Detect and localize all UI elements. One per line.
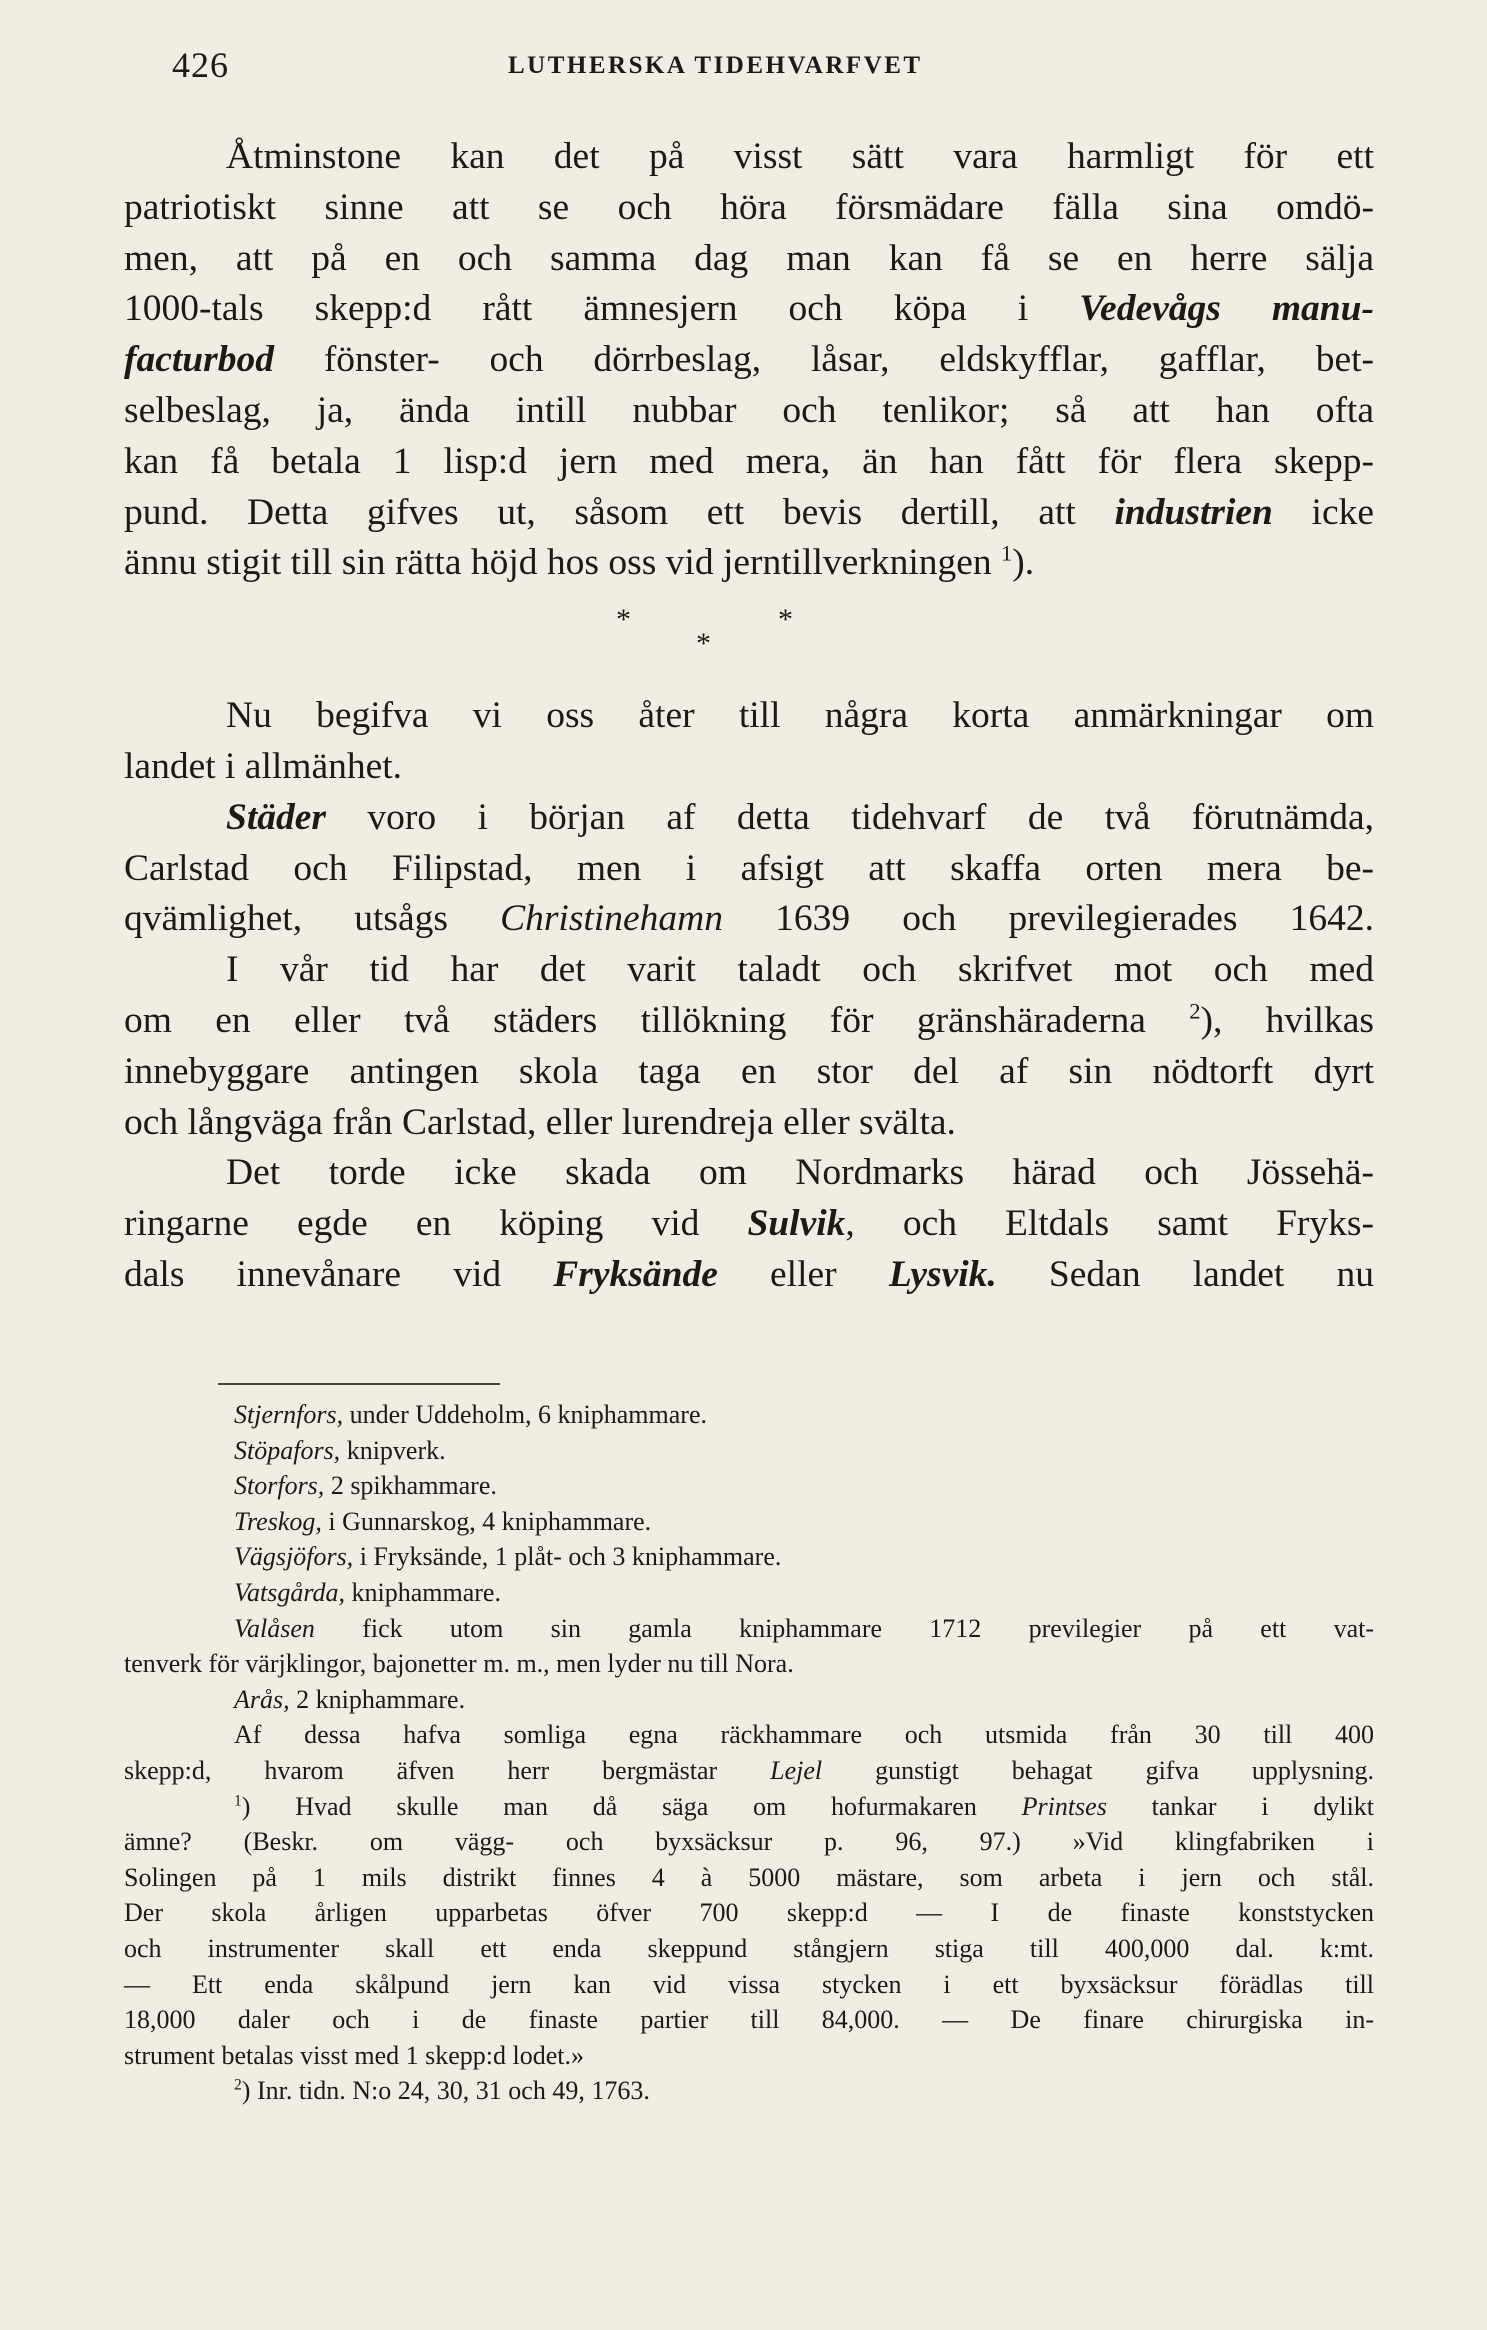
page-number: 426 bbox=[172, 45, 229, 85]
asterisk: * bbox=[778, 603, 793, 637]
asterisk: * bbox=[616, 603, 631, 637]
emphasis: facturbod bbox=[124, 339, 274, 381]
text-line: dals innevånare vid Fryksände eller Lysvik. Sedan landet nu bbox=[124, 1253, 1375, 1295]
footnote-line: Valåsen fick utom sin gamla kniphammare 1712 previlegier på ett vat- bbox=[234, 1613, 1375, 1643]
emphasis: Städer bbox=[226, 796, 327, 838]
footnote-line: — Ett enda skålpund jern kan vid vissa stycken i ett byxsäcksur förädlas till bbox=[124, 1969, 1374, 1999]
paragraph bbox=[124, 1148, 1374, 1300]
emphasis: industrien bbox=[1114, 491, 1273, 533]
footnote-number: 2 bbox=[234, 2076, 242, 2094]
text-line: Städer voro i början af detta tidehvarf de två förutnämda, bbox=[226, 796, 1374, 838]
page-header bbox=[0, 44, 1487, 84]
footnote-line: $^1$) Hvad skulle man då säga om hofurmakaren Printses tankar i dylikt bbox=[234, 1791, 1375, 1821]
footnote-line: Der skola årligen upparbetas öfver 700 skepp:d — I de finaste konststycken bbox=[124, 1898, 1374, 1928]
emphasis: Fryksände bbox=[553, 1253, 718, 1295]
footnote-line: tenverk för värjklingor, bajonetter m. m., men lyder nu till Nora. bbox=[124, 1649, 794, 1679]
text-line: landet i allmänhet. bbox=[124, 745, 403, 787]
footnote-line: $^2$) Inr. tidn. N:o 24, 30, 31 och 49, 1763. bbox=[234, 2076, 650, 2106]
text-line: Det torde icke skada om Nordmarks härad och Jössehä- bbox=[226, 1152, 1374, 1194]
text-line: Carlstad och Filipstad, men i afsigt att skaffa orten mera be- bbox=[124, 847, 1374, 889]
emphasis: Christinehamn bbox=[500, 898, 723, 940]
footnote-line: och instrumenter skall ett enda skeppund stångjern stiga till 400,000 dal. k:mt. bbox=[124, 1933, 1374, 1963]
footnote-line: Storfors, 2 spikhammare. bbox=[234, 1471, 497, 1501]
footnote-ref: 1 bbox=[1001, 540, 1013, 566]
text-line: Åtminstone kan det på visst sätt vara harmligt för ett bbox=[226, 136, 1374, 177]
text-line: kan få betala 1 lisp:d jern med mera, än han fått för flera skepp- bbox=[124, 440, 1374, 482]
text-line: om en eller två städers tillökning för gränshäraderna $^2$), hvilkas bbox=[124, 998, 1374, 1041]
section-break bbox=[124, 589, 1374, 691]
footnote-line: Arås, 2 kniphammare. bbox=[234, 1684, 466, 1714]
text-line: Nu begifva vi oss åter till några korta anmärkningar om bbox=[226, 695, 1374, 737]
text-line: qvämlighet, utsågs Christinehamn 1639 och previlegierades 1642. bbox=[124, 898, 1374, 940]
footnote-line: Vatsgårda, kniphammare. bbox=[234, 1577, 501, 1607]
footnote-line: Stöpafors, knipverk. bbox=[234, 1435, 446, 1465]
footnote-number: 1 bbox=[234, 1791, 242, 1809]
main-text bbox=[124, 132, 1374, 1301]
paragraph bbox=[124, 945, 1374, 1148]
paragraph bbox=[124, 691, 1374, 793]
text-line: 1000-tals skepp:d rått ämnesjern och köpa i Vedevågs manu- bbox=[124, 288, 1374, 330]
footnote-line: 18,000 daler och i de finaste partier till 84,000. — De finare chirurgiska in- bbox=[124, 2005, 1374, 2035]
running-head: LUTHERSKA TIDEHVARFVET bbox=[508, 52, 923, 79]
emphasis: Lysvik. bbox=[888, 1253, 997, 1295]
paragraph bbox=[124, 132, 1374, 589]
footnote-line: Af dessa hafva somliga egna räckhammare och utsmida från 30 till 400 bbox=[234, 1720, 1374, 1750]
footnote-ref: 2 bbox=[1189, 998, 1201, 1024]
footnote-line: ämne? (Beskr. om vägg- och byxsäcksur p. 96, 97.) »Vid klingfabriken i bbox=[124, 1827, 1374, 1857]
emphasis: Sulvik bbox=[747, 1203, 846, 1245]
footnote-line: Treskog, i Gunnarskog, 4 kniphammare. bbox=[234, 1506, 652, 1536]
text-line: ringarne egde en köping vid Sulvik, och Eltdals samt Fryks- bbox=[124, 1203, 1374, 1245]
text-line: patriotiskt sinne att se och höra försmädare fälla sina omdö- bbox=[124, 186, 1374, 228]
footnote-divider bbox=[218, 1383, 500, 1385]
text-line: innebyggare antingen skola taga en stor del af sin nödtorft dyrt bbox=[124, 1050, 1374, 1092]
emphasis: Vedevågs manu- bbox=[1079, 288, 1374, 330]
paragraph bbox=[124, 793, 1374, 945]
footnote-line: strument betalas visst med 1 skepp:d lodet.» bbox=[124, 2040, 584, 2070]
text-line: men, att på en och samma dag man kan få se en herre sälja bbox=[124, 237, 1374, 279]
footnote-line: Solingen på 1 mils distrikt finnes 4 à 5000 mästare, som arbeta i jern och stål. bbox=[124, 1862, 1374, 1892]
footnote-line: Vägsjöfors, i Fryksände, 1 plåt- och 3 kniphammare. bbox=[234, 1542, 782, 1572]
asterisk: * bbox=[696, 627, 711, 661]
text-line: och långväga från Carlstad, eller lurendreja eller svälta. bbox=[124, 1101, 956, 1143]
text-line: facturbod fönster- och dörrbeslag, låsar, eldskyfflar, gafflar, bet- bbox=[124, 339, 1375, 381]
footnote-line: skepp:d, hvarom äfven herr bergmästar Lejel gunstigt behagat gifva upplysning. bbox=[124, 1755, 1374, 1785]
text-line: ännu stigit till sin rätta höjd hos oss vid jerntillverkningen $^1$). bbox=[124, 540, 1035, 584]
text-line: pund. Detta gifves ut, såsom ett bevis dertill, att industrien icke bbox=[124, 491, 1374, 533]
text-line: I vår tid har det varit taladt och skrifvet mot och med bbox=[226, 949, 1374, 991]
footnotes bbox=[124, 1397, 1374, 2109]
footnote-line: Stjernfors, under Uddeholm, 6 kniphammare. bbox=[234, 1400, 707, 1429]
text-line: selbeslag, ja, ända intill nubbar och tenlikor; så att han ofta bbox=[124, 389, 1374, 431]
